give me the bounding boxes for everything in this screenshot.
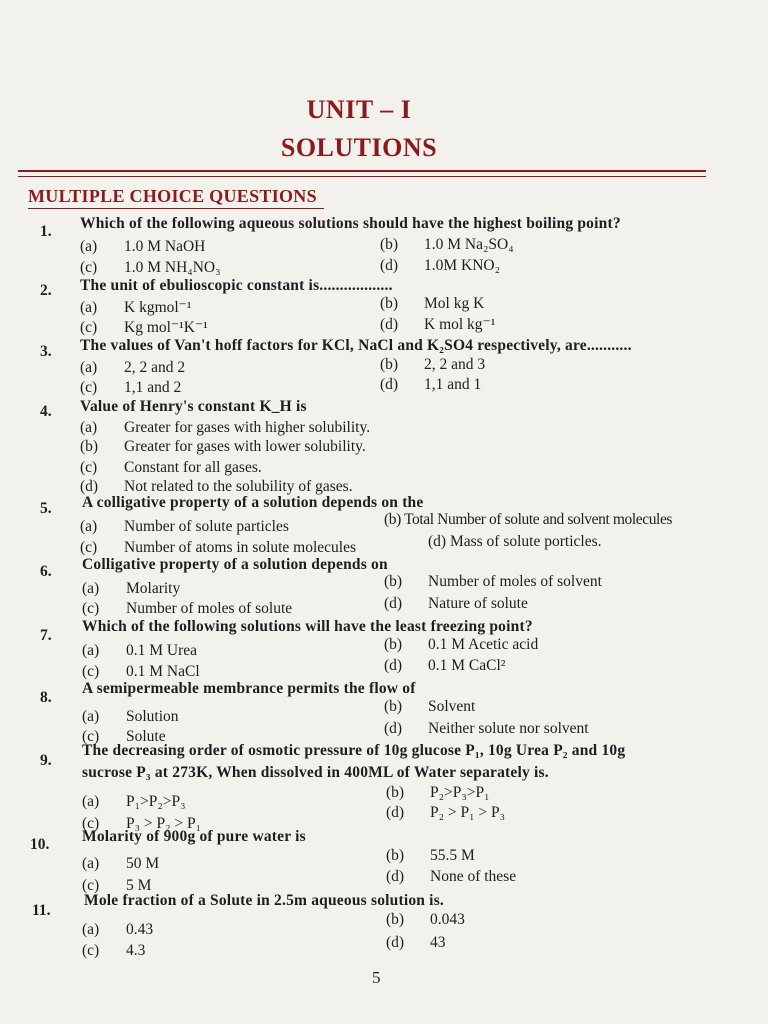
option-text: 0.043 <box>430 911 465 928</box>
section-underline <box>28 208 324 209</box>
title-rule-thin <box>18 176 706 177</box>
option-text: 0.1 M CaCl² <box>428 657 506 674</box>
option-b <box>384 511 672 529</box>
option-label: (a) <box>80 359 98 376</box>
question-number: 11. <box>32 902 51 919</box>
option-text: Solution <box>126 708 179 725</box>
question-text: Which of the following solutions will have the least freezing point? <box>82 618 533 635</box>
question-number: 1. <box>40 223 52 240</box>
option-label: (c) <box>80 259 98 276</box>
option-label: (b) <box>380 356 399 373</box>
question-number: 6. <box>40 563 52 580</box>
option-a <box>82 793 186 811</box>
option-text: K mol kg⁻¹ <box>424 316 496 333</box>
option-text: 1.0 M Na₂SO₄ <box>424 236 514 253</box>
question-number: 5. <box>40 500 52 517</box>
question-number: 3. <box>40 343 52 360</box>
option-label: (d) <box>80 478 99 495</box>
option-text: P₂ > P₁ > P₃ <box>430 804 506 821</box>
title-rule <box>18 170 706 172</box>
option-a <box>80 518 289 536</box>
option-text: Greater for gases with lower solubility. <box>124 438 366 455</box>
option-text: Not related to the solubility of gases. <box>124 478 353 495</box>
option-label: (b) <box>384 698 403 715</box>
question-text: Colligative property of a solution depends on <box>82 556 388 573</box>
option-text: 1.0 M NH₄NO₃ <box>124 259 221 276</box>
option-c <box>80 379 181 397</box>
option-label: (a) <box>82 793 100 810</box>
option-label: (c) <box>80 459 98 476</box>
option-label: (b) <box>384 573 403 590</box>
option-label: (a) <box>80 238 98 255</box>
option-text: 1,1 and 2 <box>124 379 182 396</box>
option-text: K kgmol⁻¹ <box>124 299 192 316</box>
option-label: (d) <box>380 257 399 274</box>
option-label: (c) <box>82 600 100 617</box>
option-c <box>82 600 292 618</box>
option-label: (b) <box>386 847 405 864</box>
option-text: Nature of solute <box>428 595 528 612</box>
option-label: (c) <box>80 319 98 336</box>
option-c <box>80 459 262 477</box>
question-text: A colligative property of a solution depends on the <box>82 494 424 511</box>
option-text: 2, 2 and 3 <box>424 356 486 373</box>
question-number: 8. <box>40 689 52 706</box>
option-label: (b) <box>80 438 99 455</box>
option-text: Mol kg K <box>424 295 485 312</box>
option-b <box>386 911 465 929</box>
option-a <box>80 419 370 437</box>
option-c <box>82 942 145 960</box>
option-text: 43 <box>430 934 446 951</box>
option-d <box>428 533 601 551</box>
option-text: Number of moles of solvent <box>428 573 602 590</box>
question-number: 10. <box>30 836 50 853</box>
question-text: Mole fraction of a Solute in 2.5m aqueous solution is. <box>84 892 444 909</box>
option-label: (d) <box>386 934 405 951</box>
option-label: (a) <box>80 299 98 316</box>
option-b <box>386 784 490 802</box>
option-b <box>80 438 366 456</box>
option-text: 0.1 M NaCl <box>126 663 200 680</box>
option-label: (a) <box>82 708 100 725</box>
option-d <box>380 376 481 394</box>
option-text: 0.1 M Urea <box>126 642 198 659</box>
question-text: Molarity of 900g of pure water is <box>82 828 306 845</box>
option-label: (d) <box>386 868 405 885</box>
option-b <box>380 236 514 254</box>
option-text: Constant for all gases. <box>124 459 262 476</box>
option-text: Greater for gases with higher solubility. <box>124 419 371 436</box>
option-text: P₂>P₃>P₁ <box>430 784 490 801</box>
option-label: (b) <box>384 636 403 653</box>
option-text: Number of moles of solute <box>126 600 293 617</box>
option-b <box>384 573 602 591</box>
option-text: Neither solute nor solvent <box>428 720 589 737</box>
option-text: 50 M <box>126 855 160 872</box>
option-text: Kg mol⁻¹K⁻¹ <box>124 319 208 336</box>
option-text: 1.0 M NaOH <box>124 238 206 255</box>
question-number: 9. <box>40 752 52 769</box>
option-label: (b) <box>380 236 399 253</box>
option-text: 5 M <box>126 877 152 894</box>
option-a <box>82 642 197 660</box>
option-a <box>80 359 185 377</box>
question-text: The decreasing order of osmotic pressure of 10g glucose P₁, 10g Urea P₂ and 10g <box>82 742 626 759</box>
option-label: (a) <box>80 419 98 436</box>
option-text: Number of solute particles <box>124 518 289 535</box>
option-d <box>384 720 589 738</box>
option-d <box>384 657 505 675</box>
option-text: 1,1 and 1 <box>424 376 482 393</box>
question-number: 4. <box>40 403 52 420</box>
option-label: (c) <box>80 539 98 556</box>
option-label: (a) <box>82 855 100 872</box>
question-text: The values of Van't hoff factors for KCl, NaCl and K₂SO4 respectively, are........... <box>80 337 632 354</box>
question-text: Which of the following aqueous solutions should have the highest boiling point? <box>80 215 621 232</box>
question-text: Value of Henry's constant K_H is <box>80 398 307 415</box>
option-text: 0.1 M Acetic acid <box>428 636 539 653</box>
option-label: (d) <box>384 657 403 674</box>
option-label: (d) <box>384 595 403 612</box>
option-text: (b) Total Number of solute and solvent molecules <box>384 511 673 528</box>
option-text: P₁>P₂>P₃ <box>126 793 186 810</box>
option-label: (a) <box>82 921 100 938</box>
option-label: (a) <box>82 642 100 659</box>
option-label: (c) <box>82 942 100 959</box>
option-c <box>80 318 208 337</box>
option-a <box>82 580 180 598</box>
option-text: Solvent <box>428 698 476 715</box>
option-c <box>82 663 200 681</box>
question-text: The unit of ebulioscopic constant is.................. <box>80 277 393 294</box>
section-heading: MULTIPLE CHOICE QUESTIONS <box>28 186 317 206</box>
option-d <box>380 257 500 275</box>
option-a <box>80 298 192 317</box>
question-number: 7. <box>40 627 52 644</box>
option-d <box>386 868 516 886</box>
option-b <box>384 636 538 654</box>
option-label: (d) <box>386 804 405 821</box>
option-text: Molarity <box>126 580 181 597</box>
option-text: None of these <box>430 868 517 885</box>
option-d <box>386 934 446 952</box>
question-text: A semipermeable membrance permits the flow of <box>82 680 416 697</box>
option-text: P₃ > P₂ > P₁ <box>126 815 202 832</box>
question-number: 2. <box>40 282 52 299</box>
option-text: 4.3 <box>126 942 146 959</box>
unit-heading: UNIT – I <box>306 95 412 124</box>
question-text-continued: sucrose P₃ at 273K, When dissolved in 400ML of Water separately is. <box>82 764 549 781</box>
option-label: (b) <box>386 911 405 928</box>
option-d <box>380 315 495 334</box>
option-label: (b) <box>380 295 399 312</box>
option-a <box>80 238 205 256</box>
option-b <box>386 847 475 865</box>
option-a <box>82 921 153 939</box>
option-a <box>82 855 159 873</box>
option-text: Number of atoms in solute molecules <box>124 539 357 556</box>
option-c <box>80 539 356 557</box>
option-b <box>380 295 484 313</box>
option-text: 0.43 <box>126 921 154 938</box>
option-label: (c) <box>82 728 100 745</box>
page-title: SOLUTIONS <box>280 133 438 162</box>
option-b <box>384 698 475 716</box>
option-label: (b) <box>386 784 405 801</box>
option-label: (c) <box>82 815 100 832</box>
option-label: (d) <box>380 316 399 333</box>
option-label: (a) <box>82 580 100 597</box>
option-label: (c) <box>80 379 98 396</box>
option-text: (d) Mass of solute porticles. <box>428 533 602 550</box>
option-label: (d) <box>380 376 399 393</box>
option-label: (c) <box>82 663 100 680</box>
option-b <box>380 356 485 374</box>
option-c <box>80 259 221 277</box>
page-number: 5 <box>372 968 381 987</box>
option-text: Solute <box>126 728 166 745</box>
option-label: (c) <box>82 877 100 894</box>
option-d <box>386 804 505 822</box>
option-text: 2, 2 and 2 <box>124 359 186 376</box>
option-text: 55.5 M <box>430 847 475 864</box>
option-label: (a) <box>80 518 98 535</box>
option-d <box>384 595 528 613</box>
option-text: 1.0M KNO₂ <box>424 257 501 274</box>
option-a <box>82 708 179 726</box>
option-label: (d) <box>384 720 403 737</box>
